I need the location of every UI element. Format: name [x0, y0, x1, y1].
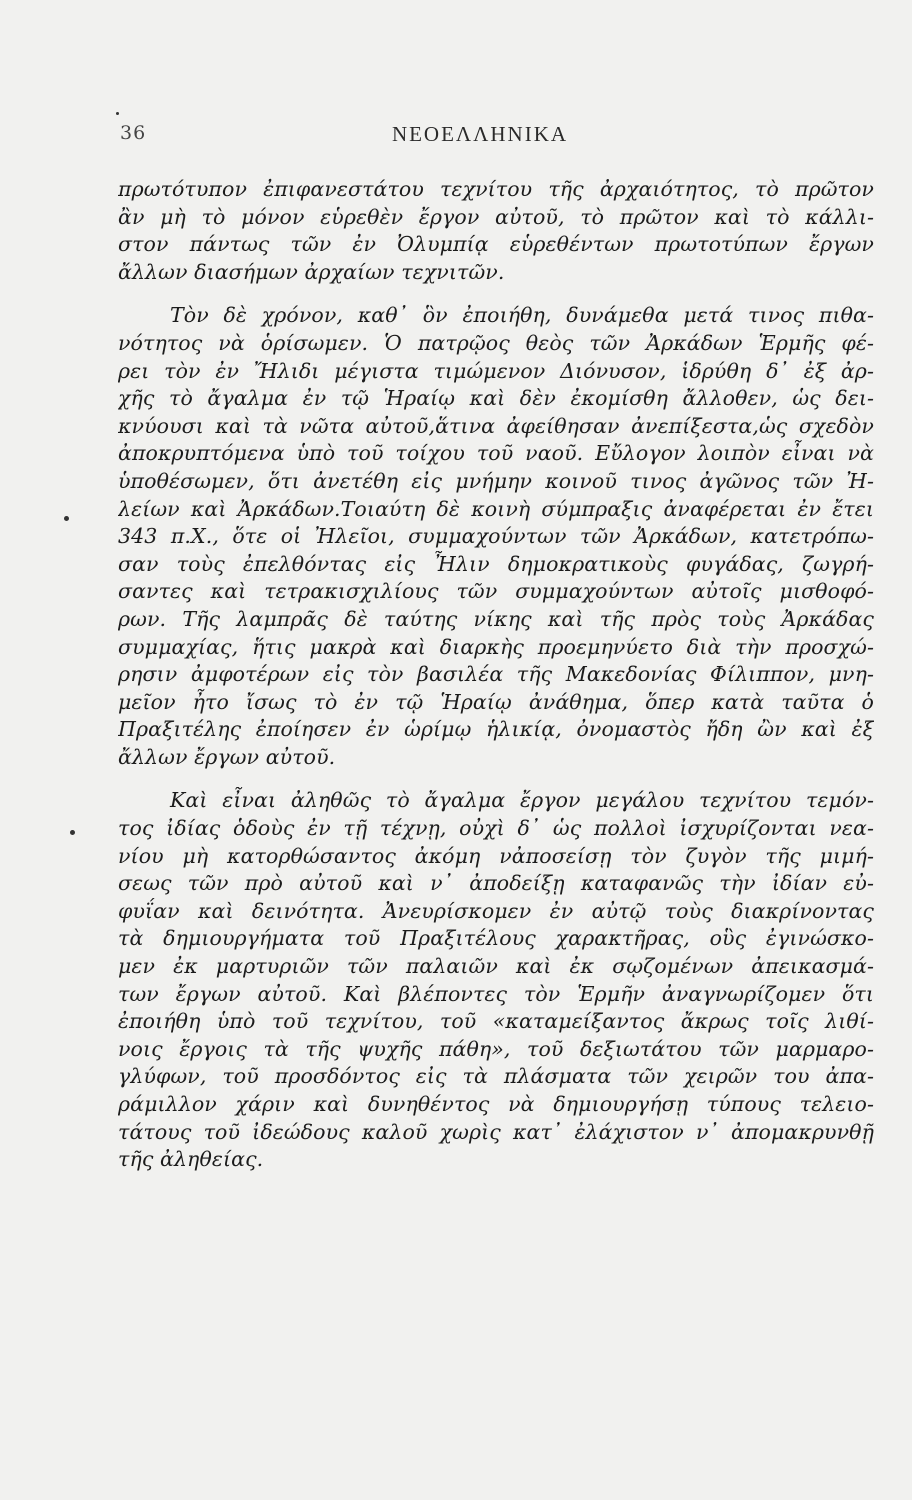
text-line: τὰ δημιουργήματα τοῦ Πραξιτέλους χαρακτῆρας, οὓς ἐγινώσκο- — [118, 926, 874, 951]
running-title: ΝΕΟΕΛΛΗΝΙΚΑ — [391, 122, 569, 146]
text-line: ὑποθέσωμεν, ὅτι ἀνετέθη εἰς μνήμην κοινοῦ τινος ἀγῶνος τῶν Ἠ- — [118, 468, 874, 493]
paragraph — [118, 787, 874, 1173]
margin-speck — [70, 830, 75, 835]
text-line: μεῖον ἦτο ἴσως τὸ ἐν τῷ Ἡραίῳ ἀνάθημα, ὅπερ κατὰ ταῦτα ὁ — [118, 689, 874, 714]
text-line: λείων καὶ Ἀρκάδων.Τοιαύτη δὲ κοινὴ σύμπραξις ἀναφέρεται ἐν ἔτει — [118, 496, 874, 521]
text-line: νότητος νὰ ὁρίσωμεν. Ὁ πατρῷος θεὸς τῶν Ἀρκάδων Ἑρμῆς φέ- — [118, 330, 874, 355]
text-line: χῆς τὸ ἄγαλμα ἐν τῷ Ἡραίῳ καὶ δὲν ἐκομίσθη ἄλλοθεν, ὡς δει- — [118, 386, 874, 411]
margin-speck — [64, 516, 69, 521]
text-line: Πραξιτέλης ἐποίησεν ἐν ὡρίμῳ ἡλικίᾳ, ὀνομαστὸς ἤδη ὢν καὶ ἐξ — [118, 717, 874, 742]
text-line: 343 π.Χ., ὅτε οἱ Ἠλεῖοι, συμμαχούντων τῶν Ἀρκάδων, κατετρόπω- — [118, 524, 874, 549]
text-line: των ἔργων αὐτοῦ. Καὶ βλέποντες τὸν Ἑρμῆν ἀναγνωρίζομεν ὅτι — [118, 981, 874, 1006]
text-line: φυΐαν καὶ δεινότητα. Ἀνευρίσκομεν ἐν αὐτῷ τοὺς διακρίνοντας — [118, 898, 874, 923]
margin-speck — [116, 112, 119, 115]
text-line: τος ἰδίας ὁδοὺς ἐν τῇ τέχνῃ, οὐχὶ δ᾿ ὡς πολλοὶ ἰσχυρίζονται νεα- — [118, 816, 874, 841]
text-line: ρησιν ἀμφοτέρων εἰς τὸν βασιλέα τῆς Μακεδονίας Φίλιππον, μνη- — [118, 662, 874, 687]
text-line: τῆς ἀληθείας. — [118, 1147, 264, 1172]
text-line: γλύφων, τοῦ προσδόντος εἰς τὰ πλάσματα τῶν χειρῶν του ἀπα- — [118, 1064, 874, 1089]
text-line: πρωτότυπον ἐπιφανεστάτου τεχνίτου τῆς ἀρχαιότητος, τὸ πρῶτον — [118, 177, 874, 201]
text-line: κνύουσι καὶ τὰ νῶτα αὐτοῦ,ἅτινα ἀφείθησαν ἀνεπίξεστα,ὡς σχεδὸν — [118, 413, 874, 438]
text-line: ἀποκρυπτόμενα ὑπὸ τοῦ τοίχου τοῦ ναοῦ. Εὔλογον λοιπὸν εἶναι νὰ — [118, 441, 874, 466]
text-line: σαντες καὶ τετρακισχιλίους τῶν συμμαχούντων αὐτοῖς μισθοφό- — [118, 579, 874, 604]
text-line: ρει τὸν ἐν Ἤλιδι μέγιστα τιμώμενον Διόνυσον, ἱδρύθη δ᾿ ἐξ ἀρ- — [118, 358, 874, 383]
text-line: συμμαχίας, ἥτις μακρὰ καὶ διαρκὴς προεμηνύετο διὰ τὴν προσχώ- — [118, 634, 874, 659]
text-line: Τὸν δὲ χρόνον, καθ᾿ ὃν ἐποιήθη, δυνάμεθα μετά τινος πιθα- — [170, 303, 874, 328]
page-header — [120, 122, 840, 158]
text-line: ἐποιήθη ὑπὸ τοῦ τεχνίτου, τοῦ «καταμείξαντος ἄκρως τοῖς λιθί- — [118, 1009, 874, 1034]
body-text — [118, 176, 874, 1174]
text-line: νοις ἔργοις τὰ τῆς ψυχῆς πάθη», τοῦ δεξιωτάτου τῶν μαρμαρο- — [118, 1036, 874, 1061]
paragraph — [118, 176, 874, 286]
text-line: ράμιλλον χάριν καὶ δυνηθέντος νὰ δημιουργήσῃ τύπους τελειο- — [118, 1092, 874, 1116]
text-line: ἄλλων διασήμων ἀρχαίων τεχνιτῶν. — [118, 259, 505, 284]
text-line: σαν τοὺς ἐπελθόντας εἰς Ἦλιν δημοκρατικοὺς φυγάδας, ζωγρή- — [118, 551, 874, 576]
text-line: σεως τῶν πρὸ αὐτοῦ καὶ ν᾿ ἀποδείξῃ καταφανῶς τὴν ἰδίαν εὐ- — [118, 871, 874, 896]
text-line: τάτους τοῦ ἰδεώδους καλοῦ χωρὶς κατ᾿ ἐλάχιστον ν᾿ ἀπομακρυνθῇ — [118, 1119, 874, 1144]
text-line: μεν ἐκ μαρτυριῶν τῶν παλαιῶν καὶ ἐκ σῳζομένων ἀπεικασμά- — [118, 954, 874, 979]
text-line: ἂν μὴ τὸ μόνον εὑρεθὲν ἔργον αὐτοῦ, τὸ πρῶτον καὶ τὸ κάλλι- — [118, 204, 874, 229]
text-line: ρων. Τῆς λαμπρᾶς δὲ ταύτης νίκης καὶ τῆς πρὸς τοὺς Ἀρκάδας — [118, 606, 874, 631]
paragraph — [118, 302, 874, 771]
page-number: 36 — [120, 122, 147, 144]
text-line: ἄλλων ἔργων αὐτοῦ. — [118, 744, 336, 769]
text-line: νίου μὴ κατορθώσαντος ἀκόμη νἀποσείσῃ τὸν ζυγὸν τῆς μιμή- — [118, 843, 874, 868]
text-line: Καὶ εἶναι ἀληθῶς τὸ ἄγαλμα ἔργον μεγάλου τεχνίτου τεμόν- — [170, 788, 874, 813]
text-line: στον πάντως τῶν ἐν Ὀλυμπίᾳ εὑρεθέντων πρωτοτύπων ἔργων — [118, 232, 874, 257]
